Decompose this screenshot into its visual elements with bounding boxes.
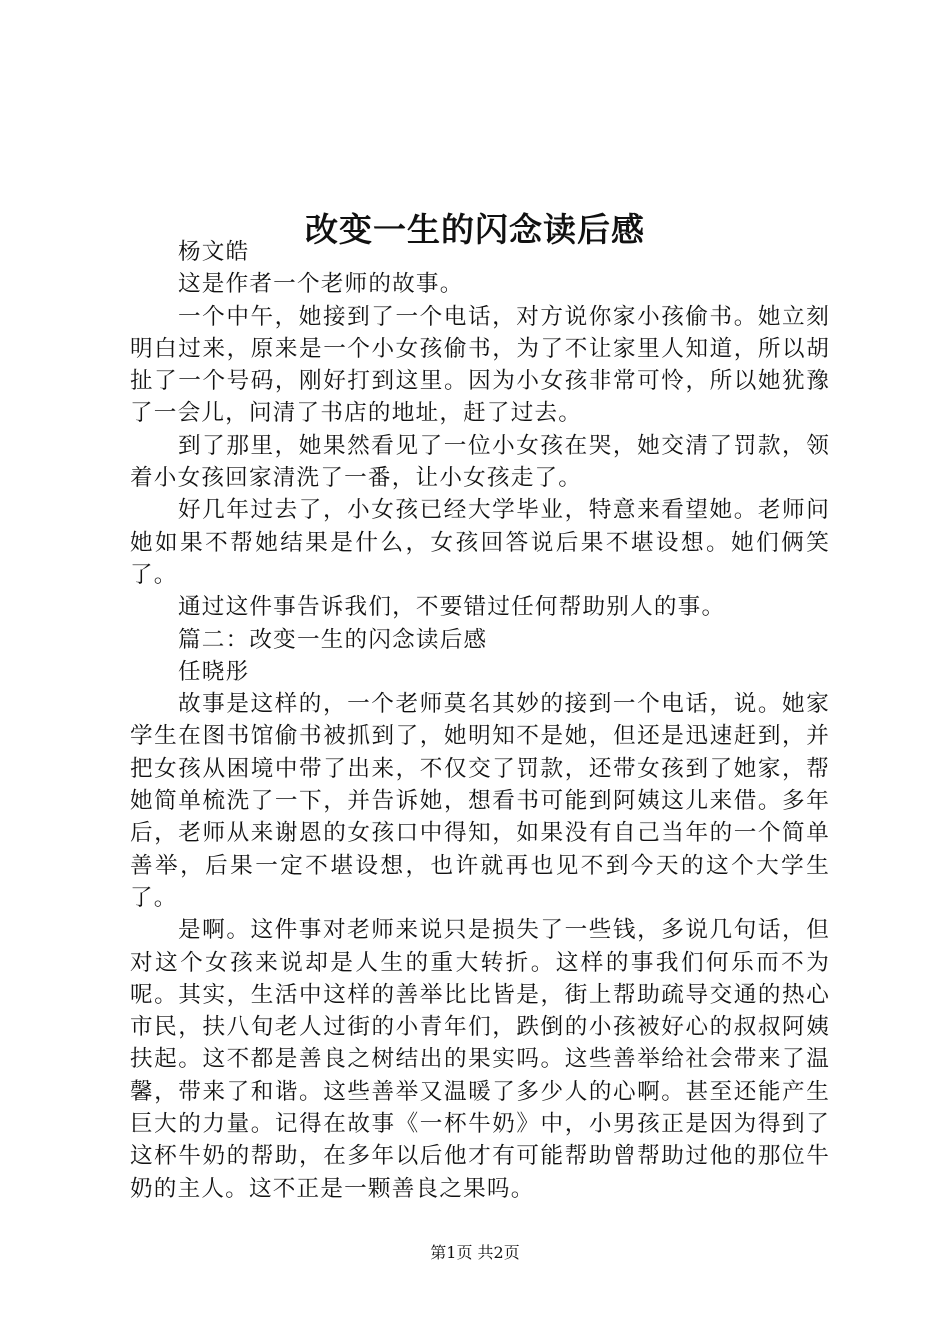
paragraph: 这是作者一个老师的故事。	[178, 271, 464, 298]
author-line: 杨文皓	[178, 239, 250, 265]
document-title: 改变一生的闪念读后感	[305, 210, 645, 250]
document-body	[130, 236, 830, 1205]
paragraph: 好几年过去了，小女孩已经大学毕业，特意来看望她。老师问她如果不帮她结果是什么，女孩回答说后果不堪设想。她们俩笑了。	[130, 497, 830, 588]
paragraph: 是啊。这件事对老师来说只是损失了一些钱，多说几句话，但对这个女孩来说却是人生的重大转折。这样的事我们何乐而不为呢。其实，生活中这样的善举比比皆是，街上帮助疏导交通的热心市民，扶八旬老人过街的小青年们，跌倒的小孩被好心的叔叔阿姨扶起。这不都是善良之树结出的果实吗。这些善举给社会带来了温馨，带来了和谐。这些善举又温暖了多少人的心啊。甚至还能产生巨大的力量。记得在故事《一杯牛奶》中，小男孩正是因为得到了这杯牛奶的帮助，在多年以后他才有可能帮助曾帮助过他的那位牛奶的主人。这不正是一颗善良之果吗。	[130, 917, 830, 1202]
paragraph: 一个中午，她接到了一个电话，对方说你家小孩偷书。她立刻明白过来，原来是一个小女孩偷书，为了不让家里人知道，所以胡扯了一个号码，刚好打到这里。因为小女孩非常可怜，所以她犹豫了一会儿，问清了书店的地址，赶了过去。	[130, 303, 830, 427]
paragraph: 通过这件事告诉我们，不要错过任何帮助别人的事。	[178, 594, 726, 621]
paragraph: 故事是这样的，一个老师莫名其妙的接到一个电话，说。她家学生在图书馆偷书被抓到了，她明知不是她，但还是迅速赶到，并把女孩从困境中带了出来，不仅交了罚款，还带女孩到了她家，帮她简单梳洗了一下，并告诉她，想看书可能到阿姨这儿来借。多年后，老师从来谢恩的女孩口中得知，如果没有自己当年的一个简单善举，后果一定不堪设想，也许就再也见不到今天的这个大学生了。	[130, 691, 830, 911]
author-line: 任晓彤	[178, 658, 250, 685]
paragraph: 到了那里，她果然看见了一位小女孩在哭，她交清了罚款，领着小女孩回家清洗了一番，让小女孩走了。	[130, 432, 830, 492]
section-heading: 篇二：改变一生的闪念读后感	[178, 626, 488, 653]
page-number-footer: 第1页 共2页	[430, 1243, 520, 1262]
